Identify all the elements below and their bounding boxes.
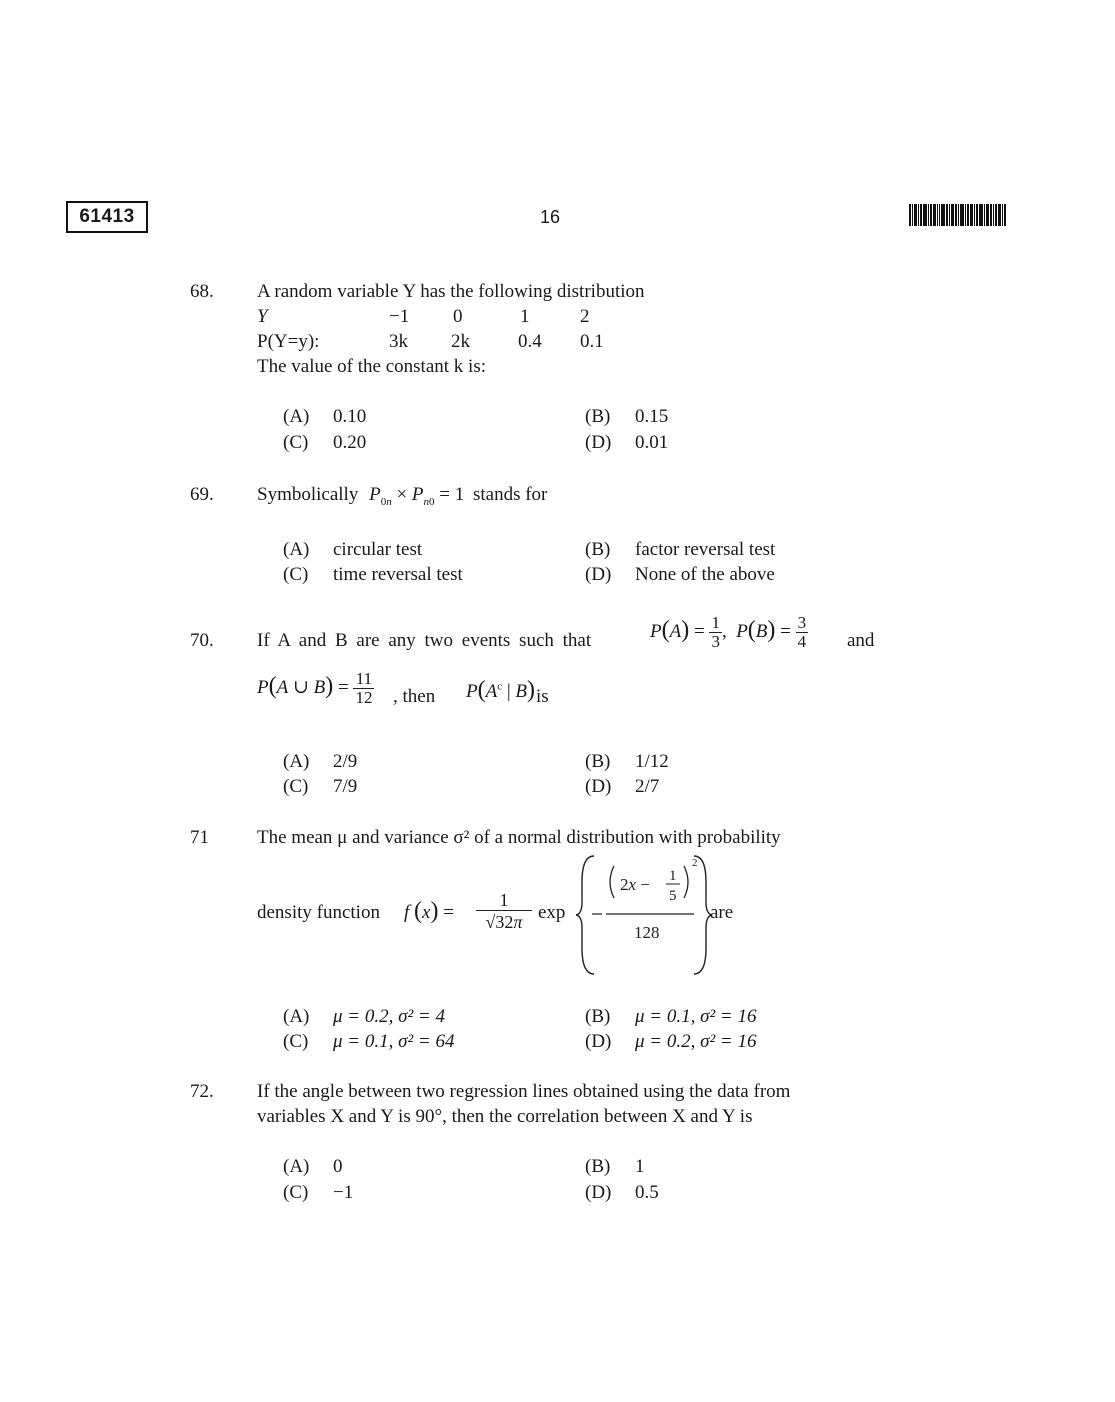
q72-line2: variables X and Y is 90°, then the correlation between X and Y is: [257, 1106, 753, 1127]
q70-option-d[interactable]: (D) 2/7: [585, 776, 660, 797]
q69-option-a[interactable]: (A) circular test: [283, 539, 423, 560]
q68-row2-value: 0.4: [518, 331, 542, 352]
q72-option-c[interactable]: (C) −1: [283, 1182, 354, 1203]
q70-formula-conditional: $P(A^c$ | B): [466, 677, 536, 703]
q72-option-b[interactable]: (B) 1: [585, 1156, 645, 1177]
q71-text-density: density function: [257, 902, 380, 923]
q68-row2-label: P(Y=y):: [257, 331, 320, 352]
q68-text: A random variable Y has the following distribution: [257, 281, 645, 302]
q69-text: [257, 484, 547, 508]
q71-text-are: are: [710, 902, 734, 923]
q72-option-d[interactable]: (D) 0.5: [585, 1182, 659, 1203]
q71-option-d[interactable]: (D) μ = 0.2, σ² = 16: [585, 1031, 757, 1052]
q71-option-a[interactable]: (A) μ = 0.2, σ² = 4: [283, 1006, 445, 1027]
svg-text:2x −: 2x −: [620, 875, 650, 894]
q68-row1-label: Y: [257, 306, 268, 327]
q71-option-b[interactable]: (B) μ = 0.1, σ² = 16: [585, 1006, 757, 1027]
q68-option-c[interactable]: (C) 0.20: [283, 432, 367, 453]
q69-option-b[interactable]: (B) factor reversal test: [585, 539, 776, 560]
q68-option-d[interactable]: (D) 0.01: [585, 432, 669, 453]
q68-row1-value: −1: [389, 306, 410, 327]
page-number: 16: [540, 207, 561, 227]
svg-text:5: 5: [669, 888, 677, 904]
q68-row1-value: 2: [580, 306, 590, 327]
q70-option-c[interactable]: (C) 7/9: [283, 776, 358, 797]
q68-row1-value: 0: [453, 306, 463, 327]
q68-row2-value: 0.1: [580, 331, 604, 352]
q69-text-prefix: Symbolically: [257, 484, 359, 505]
q68-number: 68.: [190, 281, 214, 302]
q69-option-d[interactable]: (D) None of the above: [585, 564, 775, 585]
q68-row2-value: 3k: [389, 331, 408, 352]
q71-option-c[interactable]: (C) μ = 0.1, σ² = 64: [283, 1031, 455, 1052]
svg-text:128: 128: [634, 923, 660, 942]
q68-row2-value: 2k: [451, 331, 470, 352]
q70-number: 70.: [190, 630, 214, 651]
q72-number: 72.: [190, 1081, 214, 1102]
q71-number: 71: [190, 827, 209, 848]
q69-number: 69.: [190, 484, 214, 505]
q69-formula: $P_{0n} \times P_{n0} = 1$: [369, 484, 465, 508]
q71-exponent-formula: [576, 852, 712, 978]
q68-question: The value of the constant k is:: [257, 356, 486, 377]
q71-formula-fx: f (x) =: [404, 898, 454, 924]
barcode-image: [909, 204, 1035, 226]
q70-option-a[interactable]: (A) 2/9: [283, 751, 358, 772]
q70-option-b[interactable]: (B) 1/12: [585, 751, 669, 772]
q69-text-suffix: stands for: [472, 484, 548, 505]
paper-code: 61413: [66, 201, 148, 233]
q72-option-a[interactable]: (A) 0: [283, 1156, 343, 1177]
q68-option-b[interactable]: (B) 0.15: [585, 406, 669, 427]
q70-formula-pa: P(A) = $\frac{1}{3}$ , P(B) = $\frac{3}{4}$: [650, 613, 807, 651]
q70-text-then: , then: [393, 686, 436, 707]
q68-row1-value: 1: [520, 306, 530, 327]
q71-formula-coefficient: 1 √32π: [476, 890, 532, 933]
q70-formula-union: P(A ∪ B) = $\frac{11}{12}$: [257, 669, 373, 707]
q70-text-is: is: [536, 686, 549, 707]
svg-text:1: 1: [669, 868, 677, 884]
q72-line1: If the angle between two regression lines obtained using the data from: [257, 1081, 791, 1102]
q68-option-a[interactable]: (A) 0.10: [283, 406, 367, 427]
svg-text:2: 2: [692, 857, 698, 869]
q70-text-and: and: [847, 630, 875, 651]
q69-option-c[interactable]: (C) time reversal test: [283, 564, 463, 585]
q71-text-exp: exp: [538, 902, 566, 923]
q71-text-line1: The mean μ and variance σ² of a normal distribution with probability: [257, 827, 781, 848]
q70-text-prefix: If A and B are any two events such that: [257, 630, 592, 651]
